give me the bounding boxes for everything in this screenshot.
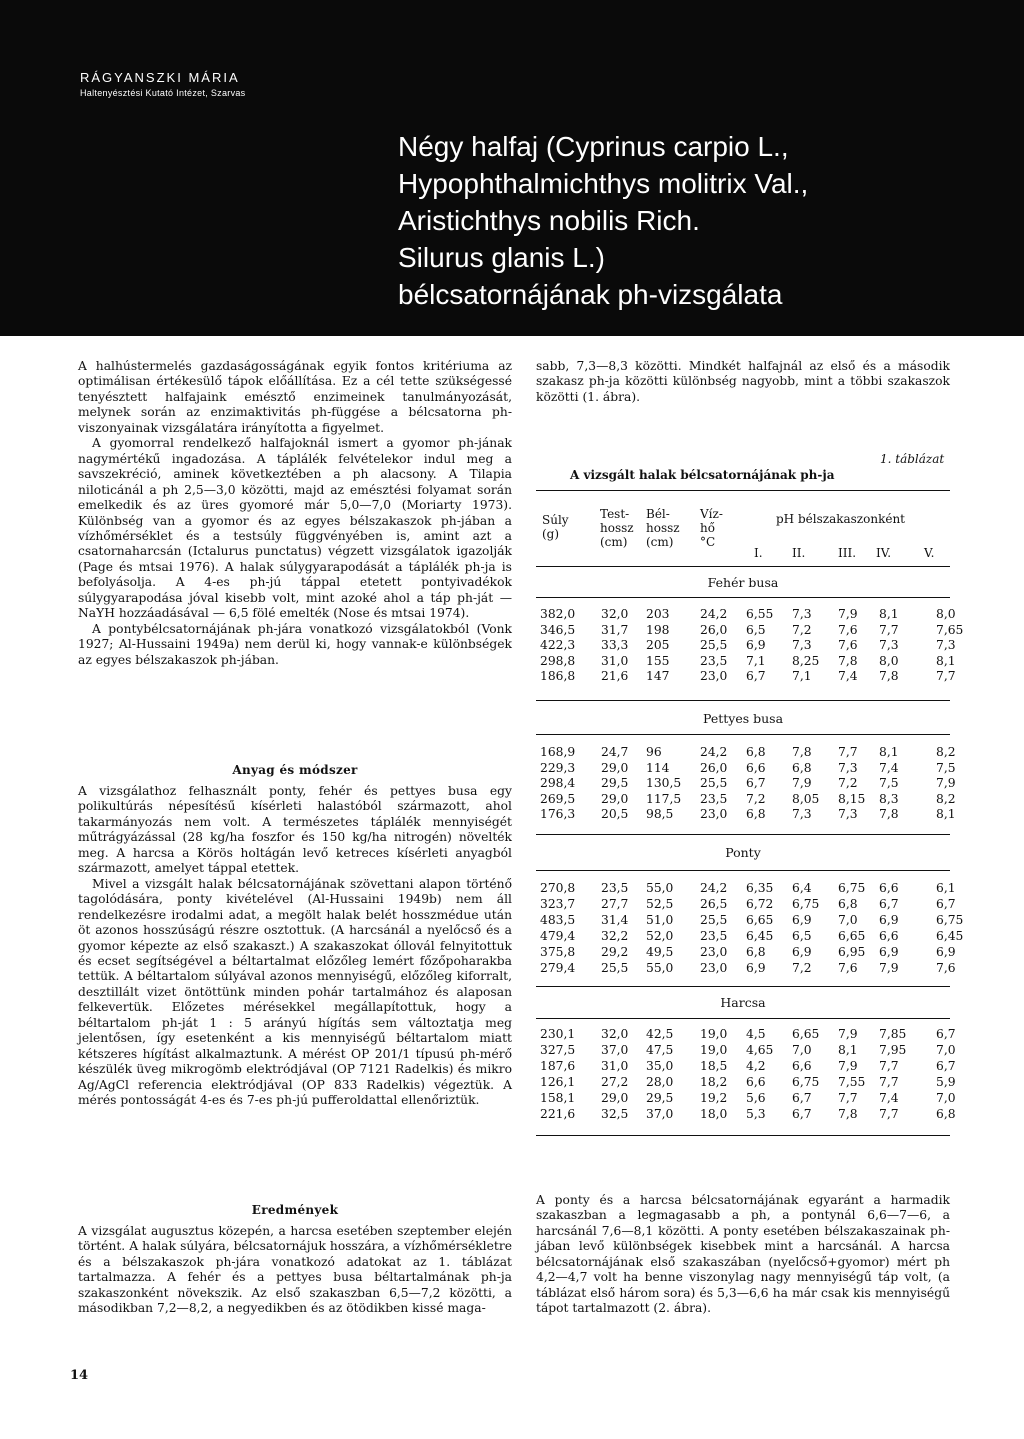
- table-cell: 270,8: [540, 881, 576, 895]
- table-cell: 6,9: [792, 913, 812, 927]
- table-cell: 7,55: [838, 1075, 866, 1089]
- table-rule: [536, 734, 950, 735]
- table-cell: 18,2: [700, 1075, 728, 1089]
- table-rule: [536, 490, 950, 491]
- header-section-5: V.: [924, 546, 935, 560]
- table-cell: 203: [646, 607, 670, 621]
- title-line: Hypophthalmichthys molitrix Val.,: [398, 168, 809, 199]
- table-cell: 23,0: [700, 961, 728, 975]
- paragraph: A pontybélcsatornájának ph-jára vonatkozó vizsgálatokból (Vonk 1927; Al-Hussaini 1949a) nem derül ki, hogy vannak-e különbségek az egyes bélszakaszok ph-jában.: [78, 621, 512, 667]
- table-cell: 18,0: [700, 1107, 728, 1121]
- table-cell: 24,2: [700, 881, 728, 895]
- table-cell: 6,6: [879, 929, 899, 943]
- table-cell: 19,2: [700, 1091, 728, 1105]
- group-heading: Ponty: [725, 845, 761, 860]
- title-line: bélcsatornájának ph-vizsgálata: [398, 279, 783, 310]
- table-cell: 6,7: [746, 669, 766, 683]
- table-cell: 29,2: [601, 945, 629, 959]
- table-cell: 52,5: [646, 897, 674, 911]
- table-cell: 6,4: [792, 881, 812, 895]
- table-cell: 8,0: [879, 653, 899, 668]
- table-cell: 198: [646, 622, 670, 637]
- table-cell: 6,65: [838, 929, 866, 943]
- table-cell: 7,2: [746, 791, 766, 806]
- header-gut-length: Bél- hossz (cm): [646, 507, 680, 549]
- table-cell: 29,5: [646, 1091, 674, 1105]
- table-cell: 23,5: [700, 929, 728, 943]
- table-cell: 55,0: [646, 961, 674, 975]
- table-cell: 42,5: [646, 1027, 674, 1041]
- table-cell: 23,5: [700, 791, 728, 806]
- table-cell: 8,2: [936, 791, 956, 806]
- table-cell: 6,7: [746, 776, 766, 790]
- table-rule: [536, 597, 950, 598]
- table-cell: 49,5: [646, 945, 674, 959]
- table-cell: 346,5: [540, 622, 576, 637]
- table-cell: 31,0: [601, 653, 629, 668]
- table-cell: 382,0: [540, 607, 576, 621]
- table-cell: 27,7: [601, 897, 629, 911]
- table-cell: 7,8: [838, 653, 858, 668]
- header-section-4: IV.: [876, 546, 892, 560]
- table-cell: 8,2: [936, 745, 956, 759]
- table-rule: [536, 1135, 950, 1136]
- table-cell: 298,8: [540, 653, 576, 668]
- table-cell: 32,0: [601, 607, 629, 621]
- table-cell: 6,75: [838, 881, 866, 895]
- table-cell: 7,2: [792, 622, 812, 637]
- table-cell: 155: [646, 653, 670, 668]
- table-cell: 31,4: [601, 913, 629, 927]
- table-cell: 32,2: [601, 929, 629, 943]
- table-rule: [536, 700, 950, 701]
- table-cell: 8,3: [879, 791, 899, 806]
- discussion-text: [536, 1193, 950, 1317]
- table-cell: 230,1: [540, 1027, 576, 1041]
- table-cell: 7,5: [879, 776, 899, 790]
- table-cell: 126,1: [540, 1075, 576, 1089]
- table-cell: 32,5: [601, 1107, 629, 1121]
- table-cell: 117,5: [646, 791, 682, 806]
- table-cell: 269,5: [540, 791, 576, 806]
- table-cell: 26,0: [700, 622, 728, 637]
- table-cell: 23,5: [700, 653, 728, 668]
- table-cell: 114: [646, 760, 670, 775]
- table-cell: 7,2: [838, 776, 858, 790]
- table-cell: 6,6: [746, 760, 766, 775]
- table-cell: 7,9: [879, 961, 899, 975]
- table-cell: 7,4: [879, 1091, 899, 1105]
- table-cell: 479,4: [540, 929, 576, 943]
- table-cell: 6,8: [746, 807, 766, 821]
- table-cell: 7,7: [879, 1075, 899, 1089]
- right-column-text: [536, 359, 950, 405]
- table-cell: 29,0: [601, 760, 629, 775]
- table-cell: 7,9: [792, 776, 812, 790]
- table-cell: 8,15: [838, 791, 866, 806]
- table-cell: 6,9: [792, 945, 812, 959]
- table-title: A vizsgált halak bélcsatornájának ph-ja: [570, 468, 835, 482]
- table-cell: 4,5: [746, 1027, 766, 1041]
- table-cell: 6,75: [936, 913, 964, 927]
- table-cell: 6,9: [746, 961, 766, 975]
- table-cell: 7,7: [838, 745, 858, 759]
- table-cell: 6,6: [879, 881, 899, 895]
- table-cell: 298,4: [540, 776, 576, 790]
- table-cell: 8,0: [936, 607, 956, 621]
- group-heading: Harcsa: [720, 995, 766, 1010]
- table-cell: 5,6: [746, 1091, 766, 1105]
- paragraph: A ponty és a harcsa bélcsatornájának egyaránt a harmadik szakaszban a legmagasabb a ph, a pontynál 6,6—7—6, a harcsánál 7,6—8,1 közötti. A ponty esetében bélszakaszainak ph-jában levő különbségek kisebbek mint a harcsánál. A harcsa bélcsatornájának első szakaszában (nyelőcső+gyomor) mért ph 4,2—4,7 volt ha benne viszonylag nagy mennyiségű táp volt, (a táblázat első három sora) és 5,3—6,6 ha már csak kis mennyiségű tápot tartalmazott (2. ábra).: [536, 1193, 950, 1316]
- results-text: [78, 1224, 512, 1317]
- table-cell: 6,8: [936, 1107, 956, 1121]
- table-cell: 7,9: [936, 776, 956, 790]
- article-title: [398, 128, 998, 313]
- table-cell: 4,65: [746, 1043, 774, 1057]
- table-cell: 37,0: [601, 1043, 629, 1057]
- header-banner: [0, 0, 1024, 336]
- paragraph: A vizsgálathoz felhasznált ponty, fehér és pettyes busa egy polikultúrás népesítésű kísérleti halastóból származott, ahol takarmányozás nem volt. A természetes táplálék mennyiségét műtrágyázással (28 kg/ha foszfor és 150 kg/ha nitrogén) növelték meg. A harcsa a Körös holtágán levő ketreces kísérleti anyagból származott, amelyet táppal etettek.: [78, 784, 512, 876]
- table-cell: 8,1: [936, 807, 956, 821]
- table-cell: 279,4: [540, 961, 576, 975]
- table-cell: 33,3: [601, 638, 629, 652]
- table-cell: 6,75: [792, 897, 820, 911]
- table-cell: 52,0: [646, 929, 674, 943]
- table-cell: 7,4: [838, 669, 858, 683]
- table-cell: 6,5: [792, 929, 812, 943]
- table-cell: 7,0: [792, 1043, 812, 1057]
- table-cell: 186,8: [540, 669, 576, 683]
- table-cell: 6,65: [792, 1027, 820, 1041]
- table-cell: 5,3: [746, 1107, 766, 1121]
- table-cell: 7,3: [838, 760, 858, 775]
- table-cell: 6,55: [746, 607, 774, 621]
- group-heading: Pettyes busa: [702, 711, 784, 726]
- author-name: RÁGYANSZKI MÁRIA: [80, 70, 240, 85]
- table-cell: 323,7: [540, 897, 576, 911]
- table-cell: 7,9: [838, 1059, 858, 1073]
- table-cell: 5,9: [936, 1075, 956, 1089]
- table-cell: 130,5: [646, 776, 682, 790]
- table-cell: 6,8: [746, 945, 766, 959]
- table-cell: 7,8: [838, 1107, 858, 1121]
- table-cell: 28,0: [646, 1075, 674, 1089]
- table-cell: 483,5: [540, 913, 576, 927]
- table-cell: 6,8: [792, 760, 812, 775]
- table-cell: 26,0: [700, 760, 728, 775]
- table-cell: 6,45: [936, 929, 964, 943]
- table-cell: 98,5: [646, 807, 674, 821]
- table-cell: 7,8: [879, 669, 899, 683]
- table-cell: 6,7: [792, 1107, 812, 1121]
- results-heading: Eredmények: [251, 1203, 339, 1217]
- table-cell: 176,3: [540, 807, 576, 821]
- intro-text: [78, 359, 512, 668]
- table-cell: 7,8: [792, 745, 812, 759]
- table-cell: 31,0: [601, 1059, 629, 1073]
- table-cell: 37,0: [646, 1107, 674, 1121]
- table-cell: 422,3: [540, 638, 576, 652]
- table-cell: 229,3: [540, 760, 576, 775]
- table-cell: 47,5: [646, 1043, 674, 1057]
- table-cell: 7,5: [936, 760, 956, 775]
- header-section-2: II.: [792, 546, 806, 560]
- table-cell: 26,5: [700, 897, 728, 911]
- table-cell: 7,3: [792, 638, 812, 652]
- title-line: Silurus glanis L.): [398, 242, 605, 273]
- table-cell: 6,72: [746, 897, 774, 911]
- table-cell: 29,0: [601, 1091, 629, 1105]
- paragraph: sabb, 7,3—8,3 közötti. Mindkét halfajnál az első és a második szakasz ph-ja közötti különbség nagyobb, mint a többi szakaszok közötti (1. ábra).: [536, 359, 950, 404]
- table-cell: 7,95: [879, 1043, 907, 1057]
- author-affiliation: Haltenyésztési Kutató Intézet, Szarvas: [80, 88, 246, 98]
- header-section-1: I.: [754, 546, 763, 560]
- table-cell: 158,1: [540, 1091, 576, 1105]
- table-cell: 7,8: [879, 807, 899, 821]
- table-cell: 7,2: [792, 961, 812, 975]
- table-cell: 6,8: [746, 745, 766, 759]
- table-cell: 27,2: [601, 1075, 629, 1089]
- table-label: 1. táblázat: [880, 452, 945, 466]
- paragraph: A vizsgálat augusztus közepén, a harcsa esetében szeptember elején történt. A halak súlyára, bélcsatornájuk hosszára, a vízhőmérsékletre és a bélszakaszok ph-jára vonatkozó adatokat az 1. táblázat tartalmazza. A fehér és a pettyes busa béltartalmának ph-ja szakaszonként növekszik. Az első szakaszban 6,5—7,2 közötti, a másodikban 7,2—8,2, a negyedikben és az ötödikben kissé maga-: [78, 1224, 512, 1316]
- table-cell: 24,7: [601, 745, 629, 759]
- table-cell: 6,6: [746, 1075, 766, 1089]
- table-cell: 23,0: [700, 807, 728, 821]
- table-cell: 6,75: [792, 1075, 820, 1089]
- table-cell: 6,9: [746, 638, 766, 652]
- table-cell: 55,0: [646, 881, 674, 895]
- table-cell: 187,6: [540, 1059, 576, 1073]
- table-cell: 6,7: [936, 1027, 956, 1041]
- table-rule: [536, 834, 950, 835]
- table-cell: 19,0: [700, 1043, 728, 1057]
- table-cell: 7,6: [838, 638, 858, 652]
- table-cell: 7,7: [936, 669, 956, 683]
- table-cell: 6,35: [746, 881, 774, 895]
- table-cell: 21,6: [601, 669, 629, 683]
- title-line: Aristichthys nobilis Rich.: [398, 205, 700, 236]
- header-section-3: III.: [838, 546, 857, 560]
- table-cell: 19,0: [700, 1027, 728, 1041]
- group-heading: Fehér busa: [707, 575, 779, 590]
- table-cell: 23,0: [700, 669, 728, 683]
- table-cell: 7,3: [792, 607, 812, 621]
- table-cell: 25,5: [700, 913, 728, 927]
- table-cell: 23,5: [601, 881, 629, 895]
- table-cell: 7,3: [936, 638, 956, 652]
- header-water-temp: Víz- hő °C: [700, 507, 723, 549]
- table-cell: 7,3: [879, 638, 899, 652]
- table-cell: 6,65: [746, 913, 774, 927]
- table-cell: 25,5: [700, 776, 728, 790]
- table-cell: 6,1: [936, 881, 956, 895]
- table-cell: 8,1: [936, 653, 956, 668]
- table-cell: 6,5: [746, 622, 766, 637]
- methods-heading: Anyag és módszer: [232, 763, 358, 777]
- table-cell: 7,7: [879, 1059, 899, 1073]
- table-cell: 6,45: [746, 929, 774, 943]
- table-cell: 147: [646, 669, 670, 683]
- table-cell: 8,1: [838, 1043, 858, 1057]
- table-cell: 29,5: [601, 776, 629, 790]
- table-cell: 6,8: [838, 897, 858, 911]
- table-cell: 221,6: [540, 1107, 576, 1121]
- table-cell: 25,5: [601, 961, 629, 975]
- table-rule: [536, 986, 950, 987]
- table-cell: 8,1: [879, 607, 899, 621]
- table-cell: 18,5: [700, 1059, 728, 1073]
- table-cell: 375,8: [540, 945, 576, 959]
- table-cell: 6,7: [879, 897, 899, 911]
- table-cell: 7,7: [838, 1091, 858, 1105]
- table-cell: 96: [646, 745, 662, 759]
- table-cell: 8,1: [879, 745, 899, 759]
- table-cell: 7,7: [879, 622, 899, 637]
- paragraph: A gyomorral rendelkező halfajoknál ismert a gyomor ph-jának nagymértékű ingadozása. A táplálék felvételekor indul meg a savszekréció, aminek következtében a ph alacsony. A Tilapia niloticánál a ph 2,5—3,0 közötti, majd az emésztési folyamat során emelkedik és az üres gyomoré már 5,0—7,0 (Moriarty 1973). Különbség van a gyomor és az egyes bélszakaszok ph-jában a vízhőmérséklet és a testsúly függvényében is, amint azt a csatornaharcsán (Ictalurus punctatus) végzett vizsgálatok igazolják (Page és mtsai 1976). A halak súlygyarapodását a táplálék ph-ja is befolyásolja. A 4-es ph-jú táppal etetett pontyivadékok súlygyarapodása jóval kisebb volt, mint azoké ahol a táp ph-ját — NaYH hozzáadásával — 6,5 fölé emelték (Nose és mtsai 1974).: [78, 436, 512, 621]
- table-cell: 7,6: [936, 961, 956, 975]
- table-cell: 6,9: [936, 945, 956, 959]
- header-body-length: Test- hossz (cm): [600, 507, 634, 549]
- table-cell: 7,3: [792, 807, 812, 821]
- table-cell: 6,9: [879, 913, 899, 927]
- table-cell: 7,6: [838, 622, 858, 637]
- table-cell: 6,7: [936, 1059, 956, 1073]
- table-cell: 24,2: [700, 607, 728, 621]
- table-cell: 25,5: [700, 638, 728, 652]
- table-cell: 35,0: [646, 1059, 674, 1073]
- table-cell: 327,5: [540, 1043, 576, 1057]
- table-cell: 7,0: [936, 1043, 956, 1057]
- table-rule: [536, 566, 950, 567]
- table-cell: 7,1: [792, 669, 812, 683]
- page-number: 14: [70, 1368, 89, 1383]
- table-cell: 23,0: [700, 945, 728, 959]
- table-cell: 6,9: [879, 945, 899, 959]
- header-weight: Súly (g): [542, 513, 569, 541]
- header-ph-group: pH bélszakaszonként: [776, 512, 905, 526]
- table-cell: 7,6: [838, 961, 858, 975]
- table-cell: 31,7: [601, 622, 629, 637]
- paragraph: A halhústermelés gazdaságosságának egyik fontos kritériuma az optimálisan értékesülő tápok előállítása. Ez a cél tette szükségessé tenyésztett halfajaink emésztő enzimeinek tanulmányozását, melynek során az enzimaktivitás ph-függése a bélcsatorna ph-viszonyainak vizsgálatára irányította a figyelmet.: [78, 359, 512, 435]
- table-cell: 7,9: [838, 1027, 858, 1041]
- title-line: Négy halfaj (Cyprinus carpio L.,: [398, 131, 789, 162]
- paragraph: Mivel a vizsgált halak bélcsatornájának szövettani alapon történő tagolódására, ponty kivételével (Al-Hussaini 1949b) nem áll rendelkezésre irodalmi adat, a megölt halak belét hosszmédue után öt azonos hosszúságú részre osztottuk. (A harcsánál a nyelőcső és a gyomor képezte az első szakaszt.) A szakaszokat óllovál felnyitottuk és ecset segítségével a béltartalmat előzőleg lemért főzőpoharakba tettük. A béltartalom súlyával azonos mennyiségű, előzőleg kiforralt, desztillált vizet öntöttünk minden pohár tartalmához és alaposan felkevertük. Előzetes mérésekkel megállapítottuk, hogy a béltartalom ph-ját 1 : 5 arányú hígítás sem változtatja meg jelentősen, így esetenként a kis mennyiségű béltartalom miatt kétszeres hígítást alkalmaztunk. A mérést OP 201/1 típusú ph-mérő készülék üveg mikrogömb elektródjával (OP 7121 Radelkis) és mikro Ag/AgCl referencia elektródjával (OP 833 Radelkis) végeztük. A mérés pontosságát 4-es és 7-es ph-jú pufferoldattal ellenőriztük.: [78, 876, 512, 1108]
- table-cell: 7,0: [936, 1091, 956, 1105]
- table-cell: 7,85: [879, 1027, 907, 1041]
- table-rule: [536, 870, 950, 871]
- table-cell: 7,3: [838, 807, 858, 821]
- table-cell: 24,2: [700, 745, 728, 759]
- table-cell: 7,0: [838, 913, 858, 927]
- table-cell: 51,0: [646, 913, 674, 927]
- table-cell: 205: [646, 638, 670, 652]
- table-cell: 29,0: [601, 791, 629, 806]
- table-cell: 168,9: [540, 745, 576, 759]
- table-cell: 8,25: [792, 653, 820, 668]
- table-cell: 6,7: [936, 897, 956, 911]
- table-cell: 6,95: [838, 945, 866, 959]
- table-cell: 6,6: [792, 1059, 812, 1073]
- table-cell: 20,5: [601, 807, 629, 821]
- table-rule: [536, 1018, 950, 1019]
- table-cell: 7,9: [838, 607, 858, 621]
- table-cell: 7,7: [879, 1107, 899, 1121]
- table-cell: 4,2: [746, 1059, 766, 1073]
- methods-text: [78, 784, 512, 1109]
- table-cell: 8,05: [792, 791, 820, 806]
- table-cell: 7,4: [879, 760, 899, 775]
- table-cell: 7,65: [936, 622, 964, 637]
- table-cell: 6,7: [792, 1091, 812, 1105]
- table-cell: 32,0: [601, 1027, 629, 1041]
- table-cell: 7,1: [746, 653, 766, 668]
